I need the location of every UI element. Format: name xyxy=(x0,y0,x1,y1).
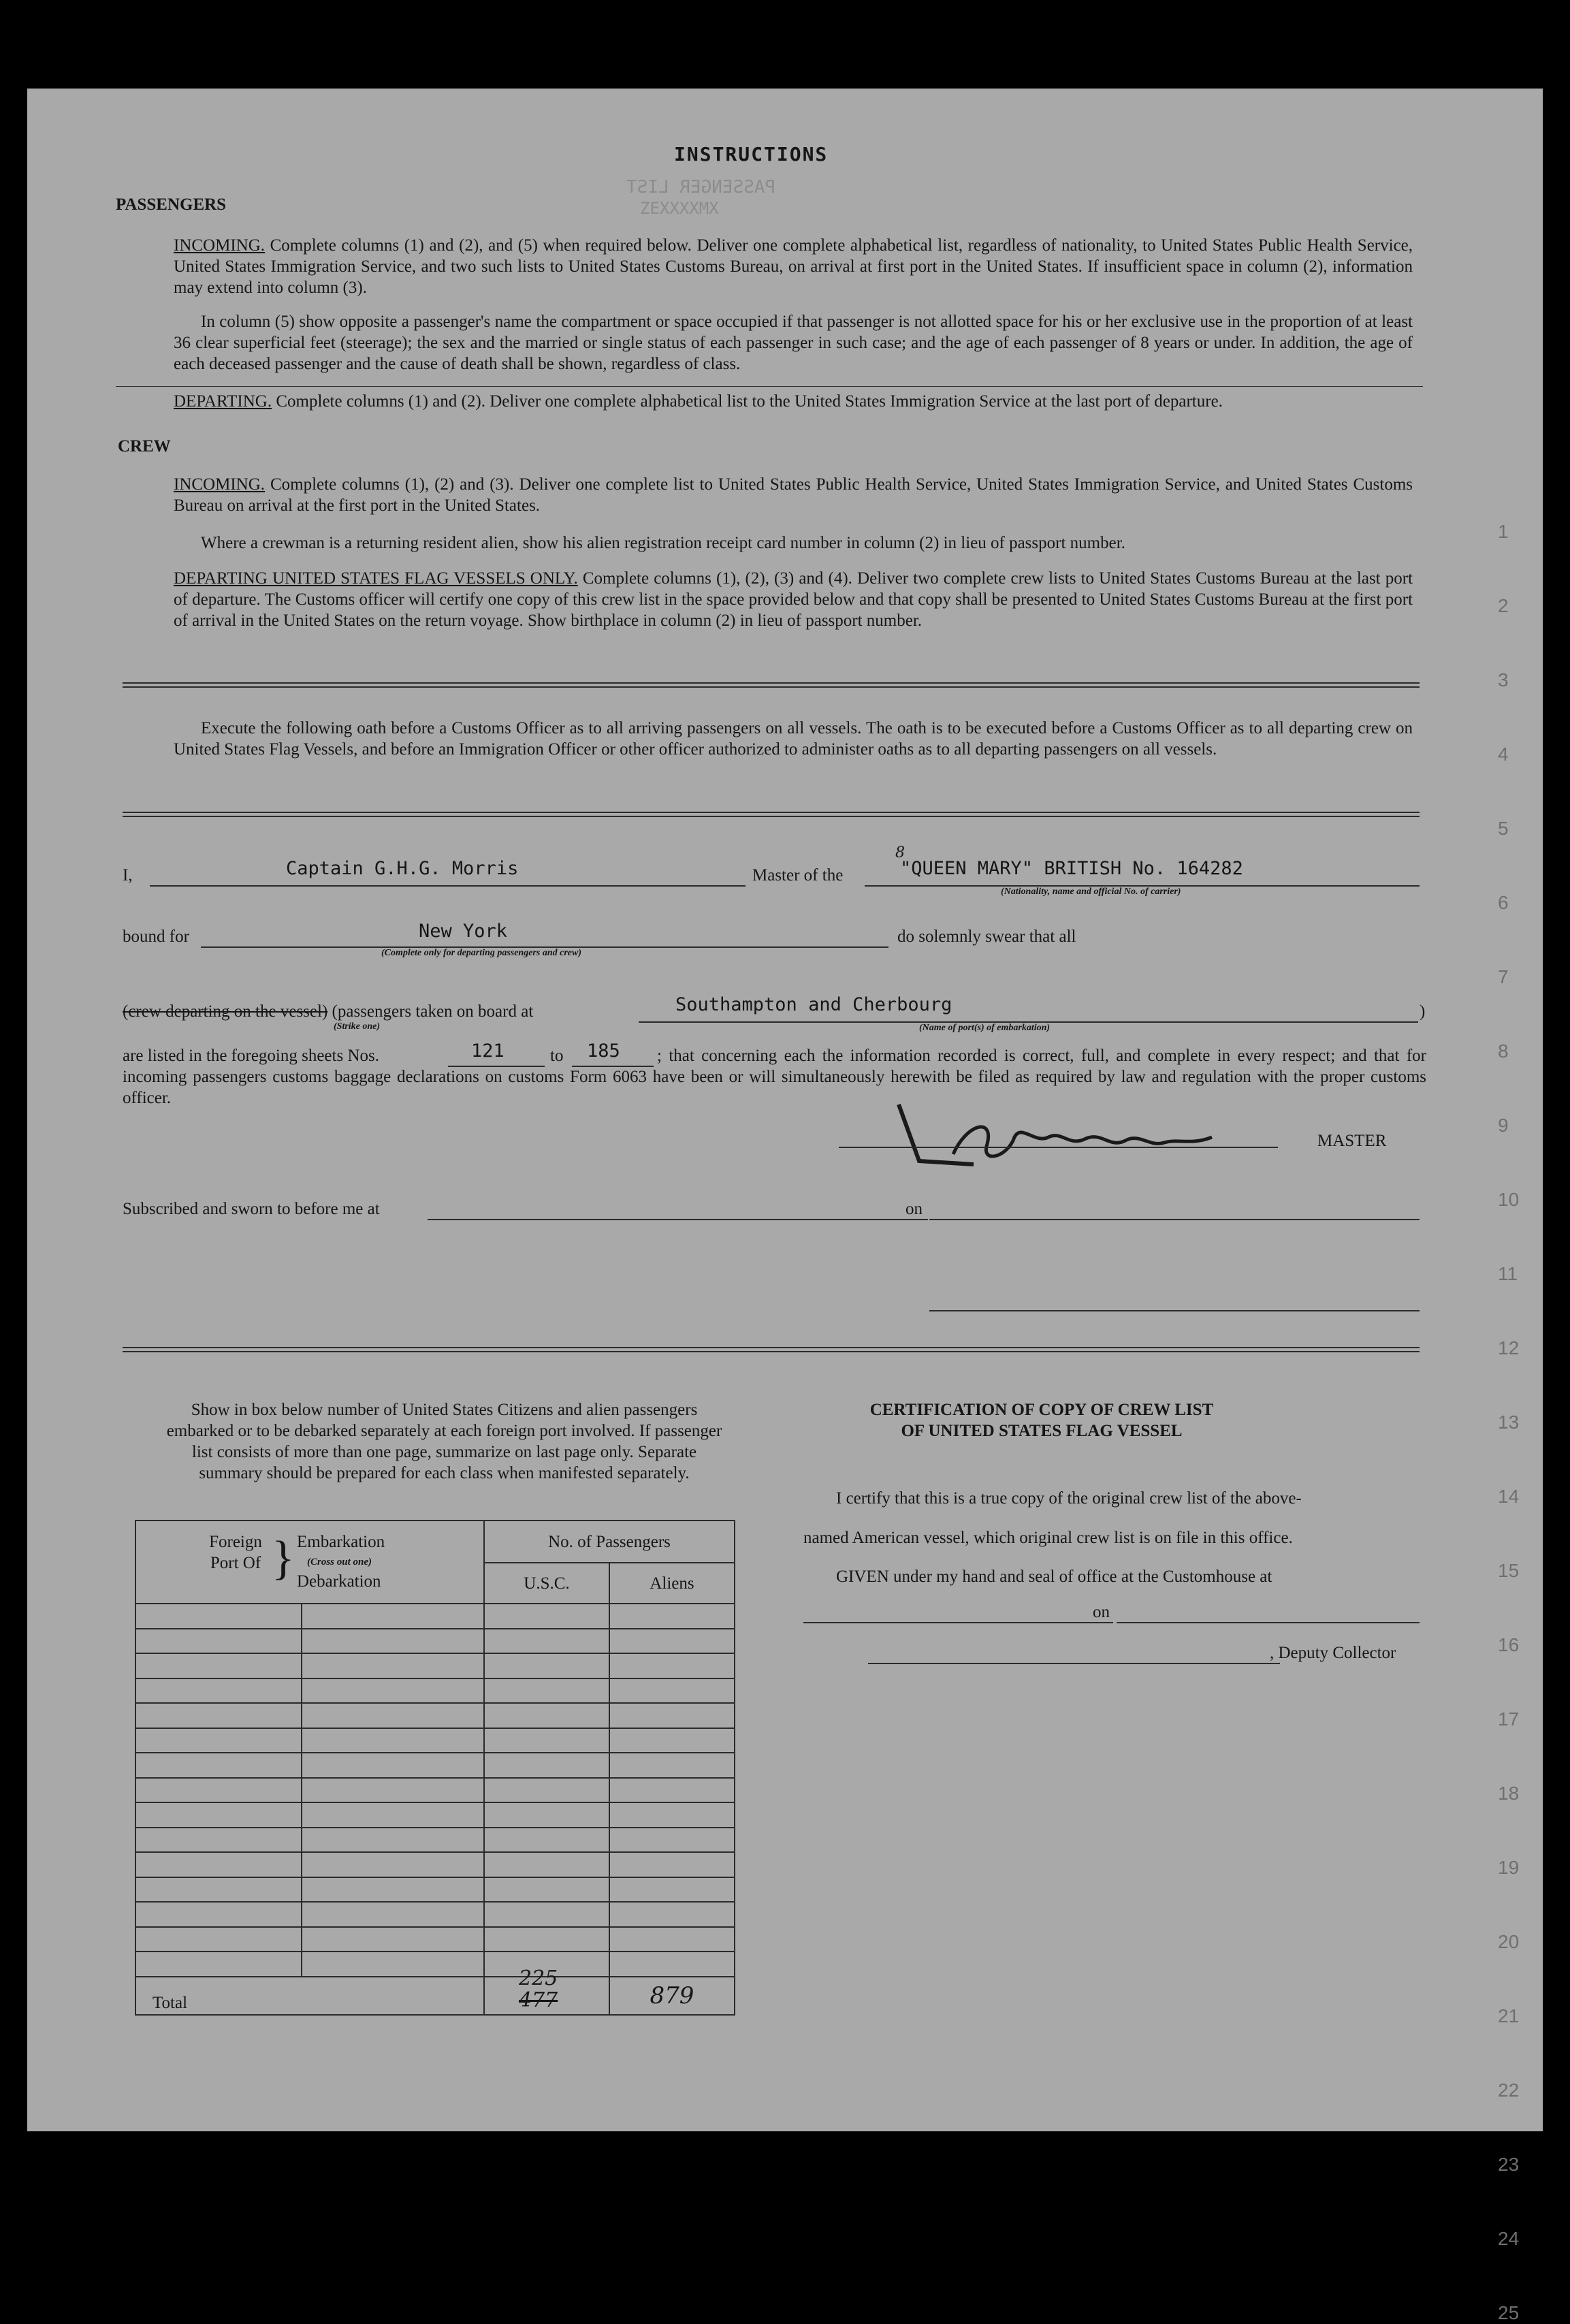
summary-cell xyxy=(302,1802,484,1828)
certification-text-3: GIVEN under my hand and seal of office at the Customhouse at xyxy=(836,1567,1272,1586)
summary-row xyxy=(135,1753,735,1778)
double-rule-top xyxy=(123,682,1420,684)
margin-number: 13 xyxy=(1498,1412,1520,1433)
summary-row xyxy=(135,1653,735,1678)
column5-paragraph: In column (5) show opposite a passenger's name the compartment or space occupied if that passenger is not allotted space for his or her exclusive use in the proportion of at least 36 clear superficial feet (steerage); the sex and the married or single status of each passenger in such case; and the age of each passenger of 8 years or under. In addition, the age of each deceased passenger and the cause of death shall be shown, regardless of class. xyxy=(174,313,1413,373)
margin-number: 9 xyxy=(1498,1115,1509,1136)
summary-cell xyxy=(609,1728,735,1753)
total-usc: 225 xyxy=(519,1966,558,1990)
margin-number: 14 xyxy=(1498,1486,1520,1507)
ports-field: Southampton and Cherbourg xyxy=(675,994,952,1015)
summary-row xyxy=(135,1828,735,1853)
col-usc: U.S.C. xyxy=(484,1563,609,1604)
certify-text: ; that concerning each the information recorded is correct, full, and complete in every respect; and that for incoming passengers customs baggage declarations on customs Form 6063 have been or will simultaneously herewith be filed as required by law and regulation with the proper customs officer. xyxy=(123,1047,1426,1107)
passengers-incoming-paragraph xyxy=(174,235,1413,298)
master-of-label: Master of the xyxy=(752,866,844,885)
summary-row xyxy=(135,1952,735,1977)
oath-rule-bottom xyxy=(123,816,1420,817)
crew-incoming-paragraph xyxy=(174,474,1413,516)
certification-text-1: I certify that this is a true copy of the original crew list of the above- xyxy=(836,1489,1302,1508)
summary-cell xyxy=(302,1629,484,1654)
deputy-collector-label: , Deputy Collector xyxy=(1270,1644,1396,1662)
margin-number: 1 xyxy=(1498,521,1509,542)
col-embarkation: Embarkation xyxy=(297,1533,385,1551)
margin-number: 17 xyxy=(1498,1708,1520,1730)
bound-for-field: New York xyxy=(419,921,508,942)
crew-incoming-text: Complete columns (1), (2) and (3). Deliver one complete list to United States Public Health Service, United States Immigration Service, and United States Customs Bureau on arrival at the first port in the United States. xyxy=(174,475,1413,515)
summary-cell xyxy=(484,1629,609,1654)
brace-icon: } xyxy=(272,1532,295,1585)
summary-cell xyxy=(609,1952,735,1977)
deputy-collector-line xyxy=(868,1661,1280,1664)
master-name-field: Captain G.H.G. Morris xyxy=(286,858,519,879)
summary-rule-bottom xyxy=(123,1351,1420,1352)
ports-caption: (Name of port(s) of embarkation) xyxy=(919,1023,1051,1033)
ports-close-paren: ) xyxy=(1420,1002,1426,1021)
margin-number: 24 xyxy=(1498,2228,1520,2249)
summary-cell xyxy=(484,1877,609,1903)
subscribed-on-label: on xyxy=(906,1200,923,1218)
summary-cell xyxy=(135,1802,302,1828)
summary-cell xyxy=(135,1728,302,1753)
summary-cell xyxy=(302,1828,484,1853)
summary-body xyxy=(135,1604,735,1977)
subscribed-label: Subscribed and sworn to before me at xyxy=(123,1200,380,1218)
total-usc-struck: 477 xyxy=(519,1988,558,2012)
summary-cell xyxy=(609,1703,735,1728)
oath-intro: Execute the following oath before a Customs Officer as to all arriving passengers on all vessels. The oath is to be executed before a Customs Officer as to all departing crew on United States Flag Vessels, and before an Immigration Officer or other officer authorized to administer oaths as to all departing passengers on all vessels. xyxy=(174,719,1413,759)
summary-cell xyxy=(135,1927,302,1952)
summary-row xyxy=(135,1629,735,1654)
passengers-heading: PASSENGERS xyxy=(116,195,227,214)
summary-row xyxy=(135,1778,735,1803)
margin-number: 19 xyxy=(1498,1857,1520,1878)
summary-cell xyxy=(302,1604,484,1629)
total-label: Total xyxy=(135,1977,484,2015)
summary-instructions: Show in box below number of United States Citizens and alien passengers embarked or to be debarked separately at each foreign port involved. If passenger list consists of more than one page, summarize on last page only. Separate summary should be prepared for each class when manifested separately. xyxy=(166,1401,722,1482)
page-title: INSTRUCTIONS xyxy=(674,143,829,165)
sheet-from-field: 121 xyxy=(471,1040,504,1062)
summary-cell xyxy=(609,1852,735,1877)
margin-number: 2 xyxy=(1498,595,1509,616)
passengers-incoming-label: INCOMING. xyxy=(174,236,266,255)
summary-cell xyxy=(302,1778,484,1803)
to-label: to xyxy=(550,1047,564,1065)
summary-cell xyxy=(609,1902,735,1927)
margin-number: 10 xyxy=(1498,1189,1520,1210)
summary-cell xyxy=(484,1828,609,1853)
margin-number: 6 xyxy=(1498,892,1509,913)
margin-number: 12 xyxy=(1498,1337,1520,1358)
margin-number: 16 xyxy=(1498,1634,1520,1655)
margin-number: 25 xyxy=(1498,2302,1520,2323)
summary-row xyxy=(135,1728,735,1753)
vessel-caption: (Nationality, name and official No. of carrier) xyxy=(1001,887,1181,897)
margin-number: 4 xyxy=(1498,744,1509,765)
certification-date-line xyxy=(1117,1621,1420,1623)
summary-cell xyxy=(135,1852,302,1877)
summary-total-row xyxy=(135,1977,735,2015)
summary-cell xyxy=(484,1703,609,1728)
summary-cell xyxy=(609,1802,735,1828)
margin-number: 20 xyxy=(1498,1931,1520,1952)
summary-cell xyxy=(302,1927,484,1952)
crew-departing-paragraph xyxy=(174,568,1413,631)
passengers-departing-label: DEPARTING. xyxy=(174,392,272,411)
ghost-passenger-list: PASSENGER LIST xyxy=(626,177,776,197)
crew-departing-text: Complete columns (1), (2), (3) and (4). Deliver two complete crew lists to United States Customs Bureau at the last port of departure. The Customs officer will certify one copy of this crew list in the space provided below and that copy shall be presented to United States Customs Bureau at the first port of arrival in the United States on the return voyage. Show birthplace in column (2) in lieu of passport number. xyxy=(174,569,1413,630)
summary-row xyxy=(135,1678,735,1704)
summary-cell xyxy=(135,1877,302,1903)
summary-cell xyxy=(484,1753,609,1778)
margin-number: 21 xyxy=(1498,2005,1520,2026)
margin-number: 18 xyxy=(1498,1783,1520,1804)
summary-rule-top xyxy=(123,1347,1420,1348)
summary-cell xyxy=(302,1952,484,1977)
summary-cell xyxy=(302,1753,484,1778)
summary-row xyxy=(135,1604,735,1629)
customhouse-line xyxy=(803,1621,1113,1623)
summary-cell xyxy=(302,1703,484,1728)
bound-caption: (Complete only for departing passengers and crew) xyxy=(381,948,581,958)
swear-label: do solemnly swear that all xyxy=(897,927,1076,946)
document-page xyxy=(27,89,1543,2323)
summary-row xyxy=(135,1703,735,1728)
summary-cell xyxy=(484,1902,609,1927)
summary-cell xyxy=(135,1778,302,1803)
crew-struck-label xyxy=(123,1001,533,1022)
date-annotation: 8 xyxy=(895,844,905,861)
certification-on-label: on xyxy=(1093,1603,1110,1621)
col-foreign-port: Foreign Port Of xyxy=(209,1533,262,1572)
margin-number: 22 xyxy=(1498,2080,1520,2101)
margin-number: 23 xyxy=(1498,2154,1520,2175)
vessel-field: "QUEEN MARY" BRITISH No. 164282 xyxy=(900,858,1243,879)
certification-text-2: named American vessel, which original crew list is on file in this office. xyxy=(803,1529,1293,1547)
summary-cell xyxy=(484,1604,609,1629)
summary-row xyxy=(135,1902,735,1927)
total-usc-cell xyxy=(484,1966,609,2015)
summary-cell xyxy=(135,1703,302,1728)
crew-heading: CREW xyxy=(118,437,171,456)
certification-title-2: OF UNITED STATES FLAG VESSEL xyxy=(901,1422,1183,1440)
master-signature-line xyxy=(839,1145,1278,1148)
summary-cell xyxy=(484,1678,609,1704)
summary-cell xyxy=(609,1629,735,1654)
summary-cell xyxy=(302,1678,484,1704)
summary-row xyxy=(135,1852,735,1877)
summary-cell xyxy=(135,1653,302,1678)
summary-cell xyxy=(609,1678,735,1704)
crew-departing-label: DEPARTING UNITED STATES FLAG VESSELS ONLY. xyxy=(174,569,578,588)
summary-cell xyxy=(135,1604,302,1629)
double-rule-bottom xyxy=(123,686,1420,688)
summary-cell xyxy=(302,1877,484,1903)
summary-cell xyxy=(135,1902,302,1927)
summary-cell xyxy=(484,1802,609,1828)
margin-number: 3 xyxy=(1498,669,1509,690)
summary-cell xyxy=(609,1927,735,1952)
master-signature xyxy=(892,1096,1273,1171)
margin-number: 5 xyxy=(1498,818,1509,839)
oath-rule-top xyxy=(123,812,1420,813)
section-divider xyxy=(116,386,1423,387)
summary-cell xyxy=(609,1828,735,1853)
summary-cell xyxy=(135,1753,302,1778)
officer-signature-line xyxy=(929,1309,1420,1311)
crew-struck-text: (crew departing on the vessel) xyxy=(123,1002,328,1021)
summary-cell xyxy=(302,1852,484,1877)
summary-cell xyxy=(609,1877,735,1903)
crew-resident-paragraph: Where a crewman is a returning resident alien, show his alien registration receipt card number in column (2) in lieu of passport number. xyxy=(201,534,1125,552)
total-aliens: 879 xyxy=(609,1977,735,2015)
margin-number: 11 xyxy=(1498,1263,1518,1284)
summary-cell xyxy=(302,1728,484,1753)
listed-label: are listed in the foregoing sheets Nos. xyxy=(123,1047,379,1065)
summary-cell xyxy=(484,1927,609,1952)
passengers-taken-label: (passengers taken on board at xyxy=(332,1002,534,1021)
subscribed-place-line xyxy=(428,1217,928,1220)
sheet-to-field: 185 xyxy=(587,1040,620,1062)
col-cross-out: (Cross out one) xyxy=(307,1557,372,1567)
summary-cell xyxy=(302,1902,484,1927)
summary-cell xyxy=(484,1653,609,1678)
ghost-subtitle: ZEXXXXMX xyxy=(640,199,719,218)
crew-incoming-label: INCOMING. xyxy=(174,475,266,494)
bound-for-label: bound for xyxy=(123,927,189,946)
summary-cell xyxy=(609,1653,735,1678)
summary-cell xyxy=(609,1604,735,1629)
margin-number: 8 xyxy=(1498,1040,1509,1062)
summary-cell xyxy=(484,1778,609,1803)
passenger-summary-table xyxy=(135,1520,735,2016)
passengers-incoming-text: Complete columns (1) and (2), and (5) when required below. Deliver one complete alphabetical list, regardless of nationality, to United States Public Health Service, United States Immigration Service, and two such lists to United States Customs Bureau, on arrival at first port in the United States. If insufficient space in column (2), information may extend into column (3). xyxy=(174,236,1413,297)
master-label: MASTER xyxy=(1317,1132,1387,1150)
summary-cell xyxy=(135,1828,302,1853)
certification-title-1: CERTIFICATION OF COPY OF CREW LIST xyxy=(869,1401,1214,1419)
master-name-line xyxy=(150,884,746,887)
strike-caption: (Strike one) xyxy=(334,1021,381,1032)
summary-row xyxy=(135,1877,735,1903)
col-no-passengers: No. of Passengers xyxy=(484,1521,735,1563)
col-aliens: Aliens xyxy=(609,1563,735,1604)
summary-cell xyxy=(609,1753,735,1778)
subscribed-date-line xyxy=(929,1217,1420,1220)
summary-cell xyxy=(135,1952,302,1977)
summary-cell xyxy=(302,1653,484,1678)
summary-cell xyxy=(484,1852,609,1877)
summary-cell xyxy=(484,1728,609,1753)
summary-cell xyxy=(135,1629,302,1654)
margin-number: 15 xyxy=(1498,1560,1520,1581)
oath-i-label: I, xyxy=(123,866,133,885)
passengers-departing-text: Complete columns (1) and (2). Deliver one complete alphabetical list to the United States Immigration Service at the last port of departure. xyxy=(276,392,1223,411)
summary-row xyxy=(135,1802,735,1828)
summary-cell xyxy=(135,1678,302,1704)
summary-cell xyxy=(609,1778,735,1803)
passengers-departing-paragraph xyxy=(174,391,1426,412)
margin-number: 7 xyxy=(1498,966,1509,987)
summary-row xyxy=(135,1927,735,1952)
col-debarkation: Debarkation xyxy=(297,1572,381,1591)
